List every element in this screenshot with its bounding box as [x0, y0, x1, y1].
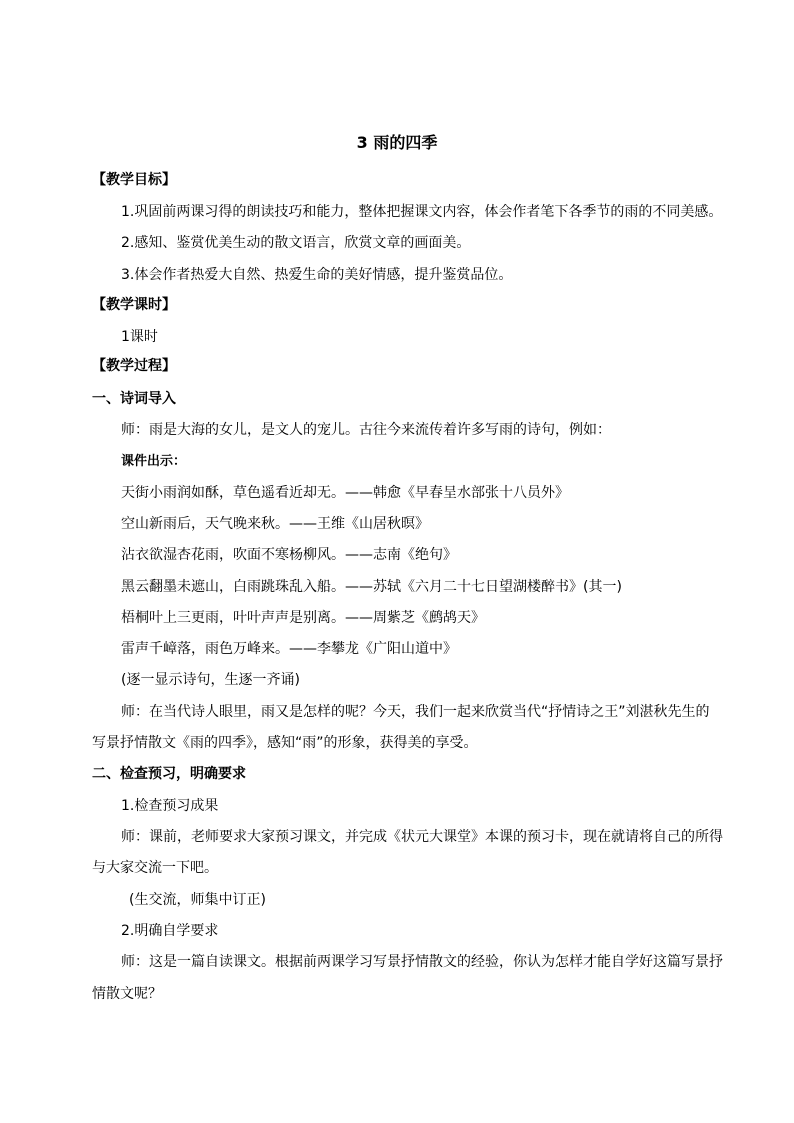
- poem-line-5: 梧桐叶上三更雨，叶叶声声是别离。——周紫芝《鹧鸪天》: [121, 610, 485, 626]
- recite-note: (逐一显示诗句，生逐一齐诵): [121, 672, 300, 688]
- section-1-paragraph-line-2: 写景抒情散文《雨的四季》，感知“雨”的形象，获得美的享受。: [92, 735, 478, 751]
- process-heading: 【教学过程】: [92, 358, 176, 374]
- section-1-heading: 一、诗词导入: [92, 391, 176, 407]
- section-2-sub-1: 1.检查预习成果: [121, 798, 219, 814]
- section-2-paragraph-2-line-2: 情散文呢？: [92, 986, 162, 1002]
- goals-heading: 【教学目标】: [92, 172, 176, 188]
- poem-line-4: 黑云翻墨未遮山，白雨跳珠乱入船。——苏轼《六月二十七日望湖楼醉书》(其一): [121, 579, 622, 595]
- hours-value: 1课时: [121, 329, 158, 345]
- section-2-paragraph-2-line-1: 师：这是一篇自读课文。根据前两课学习写景抒情散文的经验，你认为怎样才能自学好这篇写景抒: [121, 954, 723, 970]
- poem-line-6: 雷声千嶂落，雨色万峰来。——李攀龙《广阳山道中》: [121, 641, 457, 657]
- hours-heading: 【教学课时】: [92, 297, 176, 313]
- goal-item-1: 1.巩固前两课习得的朗读技巧和能力，整体把握课文内容，体会作者笔下各季节的雨的不同美感。: [121, 204, 723, 220]
- section-2-paragraph-1-line-1: 师：课前，老师要求大家预习课文，并完成《状元大课堂》本课的预习卡，现在就请将自己的所得: [121, 829, 723, 845]
- poem-line-2: 空山新雨后，天气晚来秋。——王维《山居秋暝》: [121, 516, 429, 532]
- poem-line-1: 天街小雨润如酥，草色遥看近却无。——韩愈《早春呈水部张十八员外》: [121, 485, 569, 501]
- goal-item-2: 2.感知、鉴赏优美生动的散文语言，欣赏文章的画面美。: [121, 235, 471, 251]
- section-2-sub-2: 2.明确自学要求: [121, 923, 219, 939]
- exchange-note: (生交流，师集中订正): [129, 892, 266, 908]
- section-2-paragraph-1-line-2: 与大家交流一下吧。: [92, 860, 218, 876]
- page-title: 3 雨的四季: [356, 133, 438, 152]
- section-2-heading: 二、检查预习，明确要求: [92, 766, 246, 782]
- section-1-intro: 师：雨是大海的女儿，是文人的宠儿。古往今来流传着许多写雨的诗句，例如：: [121, 422, 611, 438]
- courseware-label: 课件出示：: [121, 454, 187, 469]
- goal-item-3: 3.体会作者热爱大自然、热爱生命的美好情感，提升鉴赏品位。: [121, 267, 513, 283]
- section-1-paragraph-line-1: 师：在当代诗人眼里，雨又是怎样的呢？今天，我们一起来欣赏当代“抒情诗之王”刘湛秋先生的: [121, 704, 710, 720]
- poem-line-3: 沾衣欲湿杏花雨，吹面不寒杨柳风。——志南《绝句》: [121, 547, 457, 563]
